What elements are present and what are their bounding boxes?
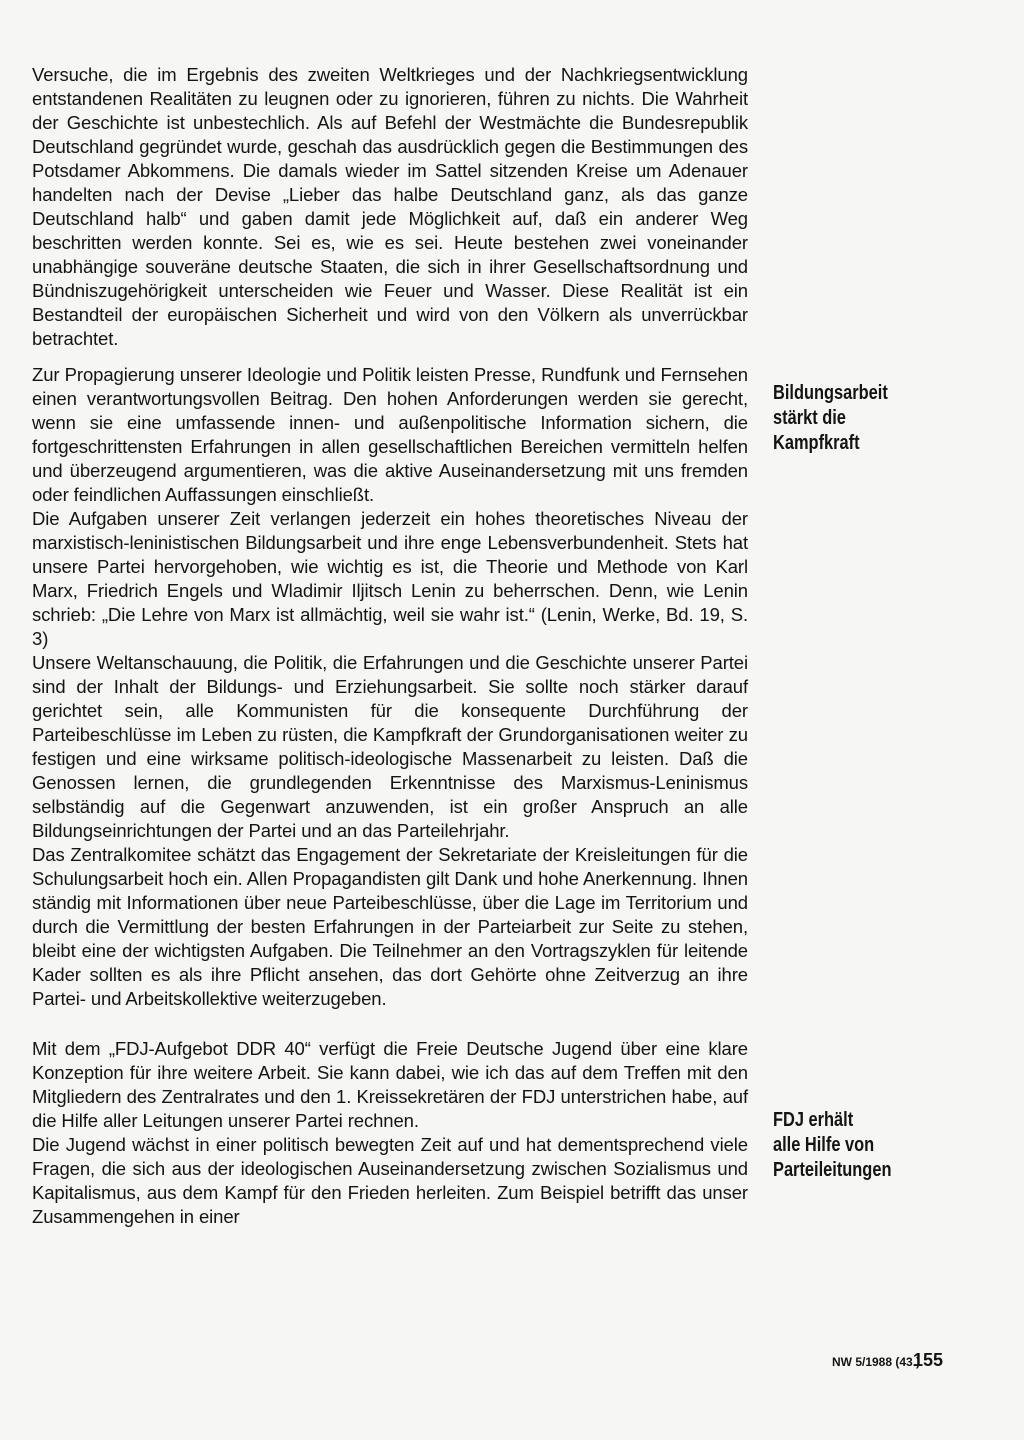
footer-reference: NW 5/1988 (43.) [832,1355,921,1369]
paragraph-worldview: Unsere Weltanschauung, die Politik, die Erfahrungen und die Geschichte unserer Partei sind der Inhalt der Bildungs- und Erziehungsarbeit. Sie sollte noch stärker darauf gerichtet sein, alle Kommunisten für die konsequente Durchführung der Parteibeschlüsse im Leben zu rüsten, die Kampfkraft der Grundorganisationen weiter zu festigen und eine wirksame politisch-ideologische Massenarbeit zu leisten. Daß die Genossen lernen, die grundlegenden Erkenntnisse des Marxismus-Leninismus selbständig auf die Gegenwart anzuwenden, ist ein großer Anspruch an alle Bildungseinrichtungen der Partei und an das Parteilehrjahr. [32,652,748,841]
page-number: 155 [913,1350,944,1370]
paragraph-youth: Die Jugend wächst in einer politisch bewegten Zeit auf und hat dementsprechend viele Fragen, die sich aus der ideologischen Auseinandersetzung zwischen Sozialismus und Kapitalismus, aus dem Kampf für den Frieden herleiten. Zum Beispiel betrifft das unser Zusammengehen in einer [32,1134,748,1227]
paragraph-fdj-aufgebot: Mit dem „FDJ-Aufgebot DDR 40“ verfügt die Freie Deutsche Jugend über eine klare Konzeption für ihre weitere Arbeit. Sie kann dabei, wie ich das auf dem Treffen mit den Mitgliedern des Zentralrates und den 1. Kreissekretären der FDJ unterstrichen habe, auf die Hilfe aller Leitungen unserer Partei rechnen. [32,1038,748,1131]
paragraph-theoretical-level: Die Aufgaben unserer Zeit verlangen jederzeit ein hohes theoretisches Niveau der marxistisch-leninistischen Bildungsarbeit und ihre enge Lebensverbundenheit. Stets hat unsere Partei hervorgehoben, wie wichtig es ist, die Theorie und Methode von Karl Marx, Friedrich Engels und Wladimir Iljitsch Lenin zu beherrschen. Denn, wie Lenin schrieb: „Die Lehre von Marx ist allmächtig, weil sie wahr ist.“ (Lenin, Werke, Bd. 19, S. 3) [32,508,748,649]
paragraph-central-committee: Das Zentralkomitee schätzt das Engagement der Sekretariate der Kreisleitungen für die Schulungsarbeit hoch ein. Allen Propagandisten gilt Dank und hohe Anerkennung. Ihnen ständig mit Informationen über neue Parteibeschlüsse, über die Lage im Territorium und durch die Vermittlung der besten Erfahrungen in der Parteiarbeit zur Seite zu stehen, bleibt eine der wichtigsten Aufgaben. Die Teilnehmer an den Vortragszyklen für leitende Kader sollten es als ihre Pflicht ansehen, das dort Gehörte ohne Zeitverzug an ihre Partei- und Arbeitskollektive weiterzugeben. [32,844,748,1009]
paragraph-propaganda-media: Zur Propagierung unserer Ideologie und Politik leisten Presse, Rundfunk und Fernsehen einen verantwortungsvollen Beitrag. Den hohen Anforderungen werden sie gerecht, wenn sie eine umfassende innen- und außenpolitische Information sichern, die fortgeschrittensten Erfahrungen in allen gesellschaftlichen Bereichen vermitteln helfen und überzeugend argumentieren, was die aktive Auseinandersetzung mit uns fremden oder feindlichen Auffassungen einschließt. [32,364,748,505]
margin-note-bildungsarbeit: Bildungsarbeit stärkt die Kampfkraft [773,382,888,454]
main-text-column [32,63,748,1229]
margin-note-fdj: FDJ erhält alle Hilfe von Parteileitungen [773,1109,892,1181]
paragraph-realities: Versuche, die im Ergebnis des zweiten Weltkrieges und der Nachkriegsentwicklung entstandenen Realitäten zu leugnen oder zu ignorieren, führen zu nichts. Die Wahrheit der Geschichte ist unbestechlich. Als auf Befehl der Westmächte die Bundesrepublik Deutschland gegründet wurde, geschah das ausdrücklich gegen die Bestimmungen des Potsdamer Abkommens. Die damals wieder im Sattel sitzenden Kreise um Adenauer handelten nach der Devise „Lieber das halbe Deutschland ganz, als das ganze Deutschland halb“ und gaben damit jede Möglichkeit auf, daß ein anderer Weg beschritten werden konnte. Sei es, wie es sei. Heute bestehen zwei voneinander unabhängige souveräne deutsche Staaten, die sich in ihrer Gesellschaftsordnung und Bündniszugehörigkeit unterscheiden wie Feuer und Wasser. Diese Realität ist ein Bestandteil der europäischen Sicherheit und wird von den Völkern als unverrückbar betrachtet. [32,64,748,349]
